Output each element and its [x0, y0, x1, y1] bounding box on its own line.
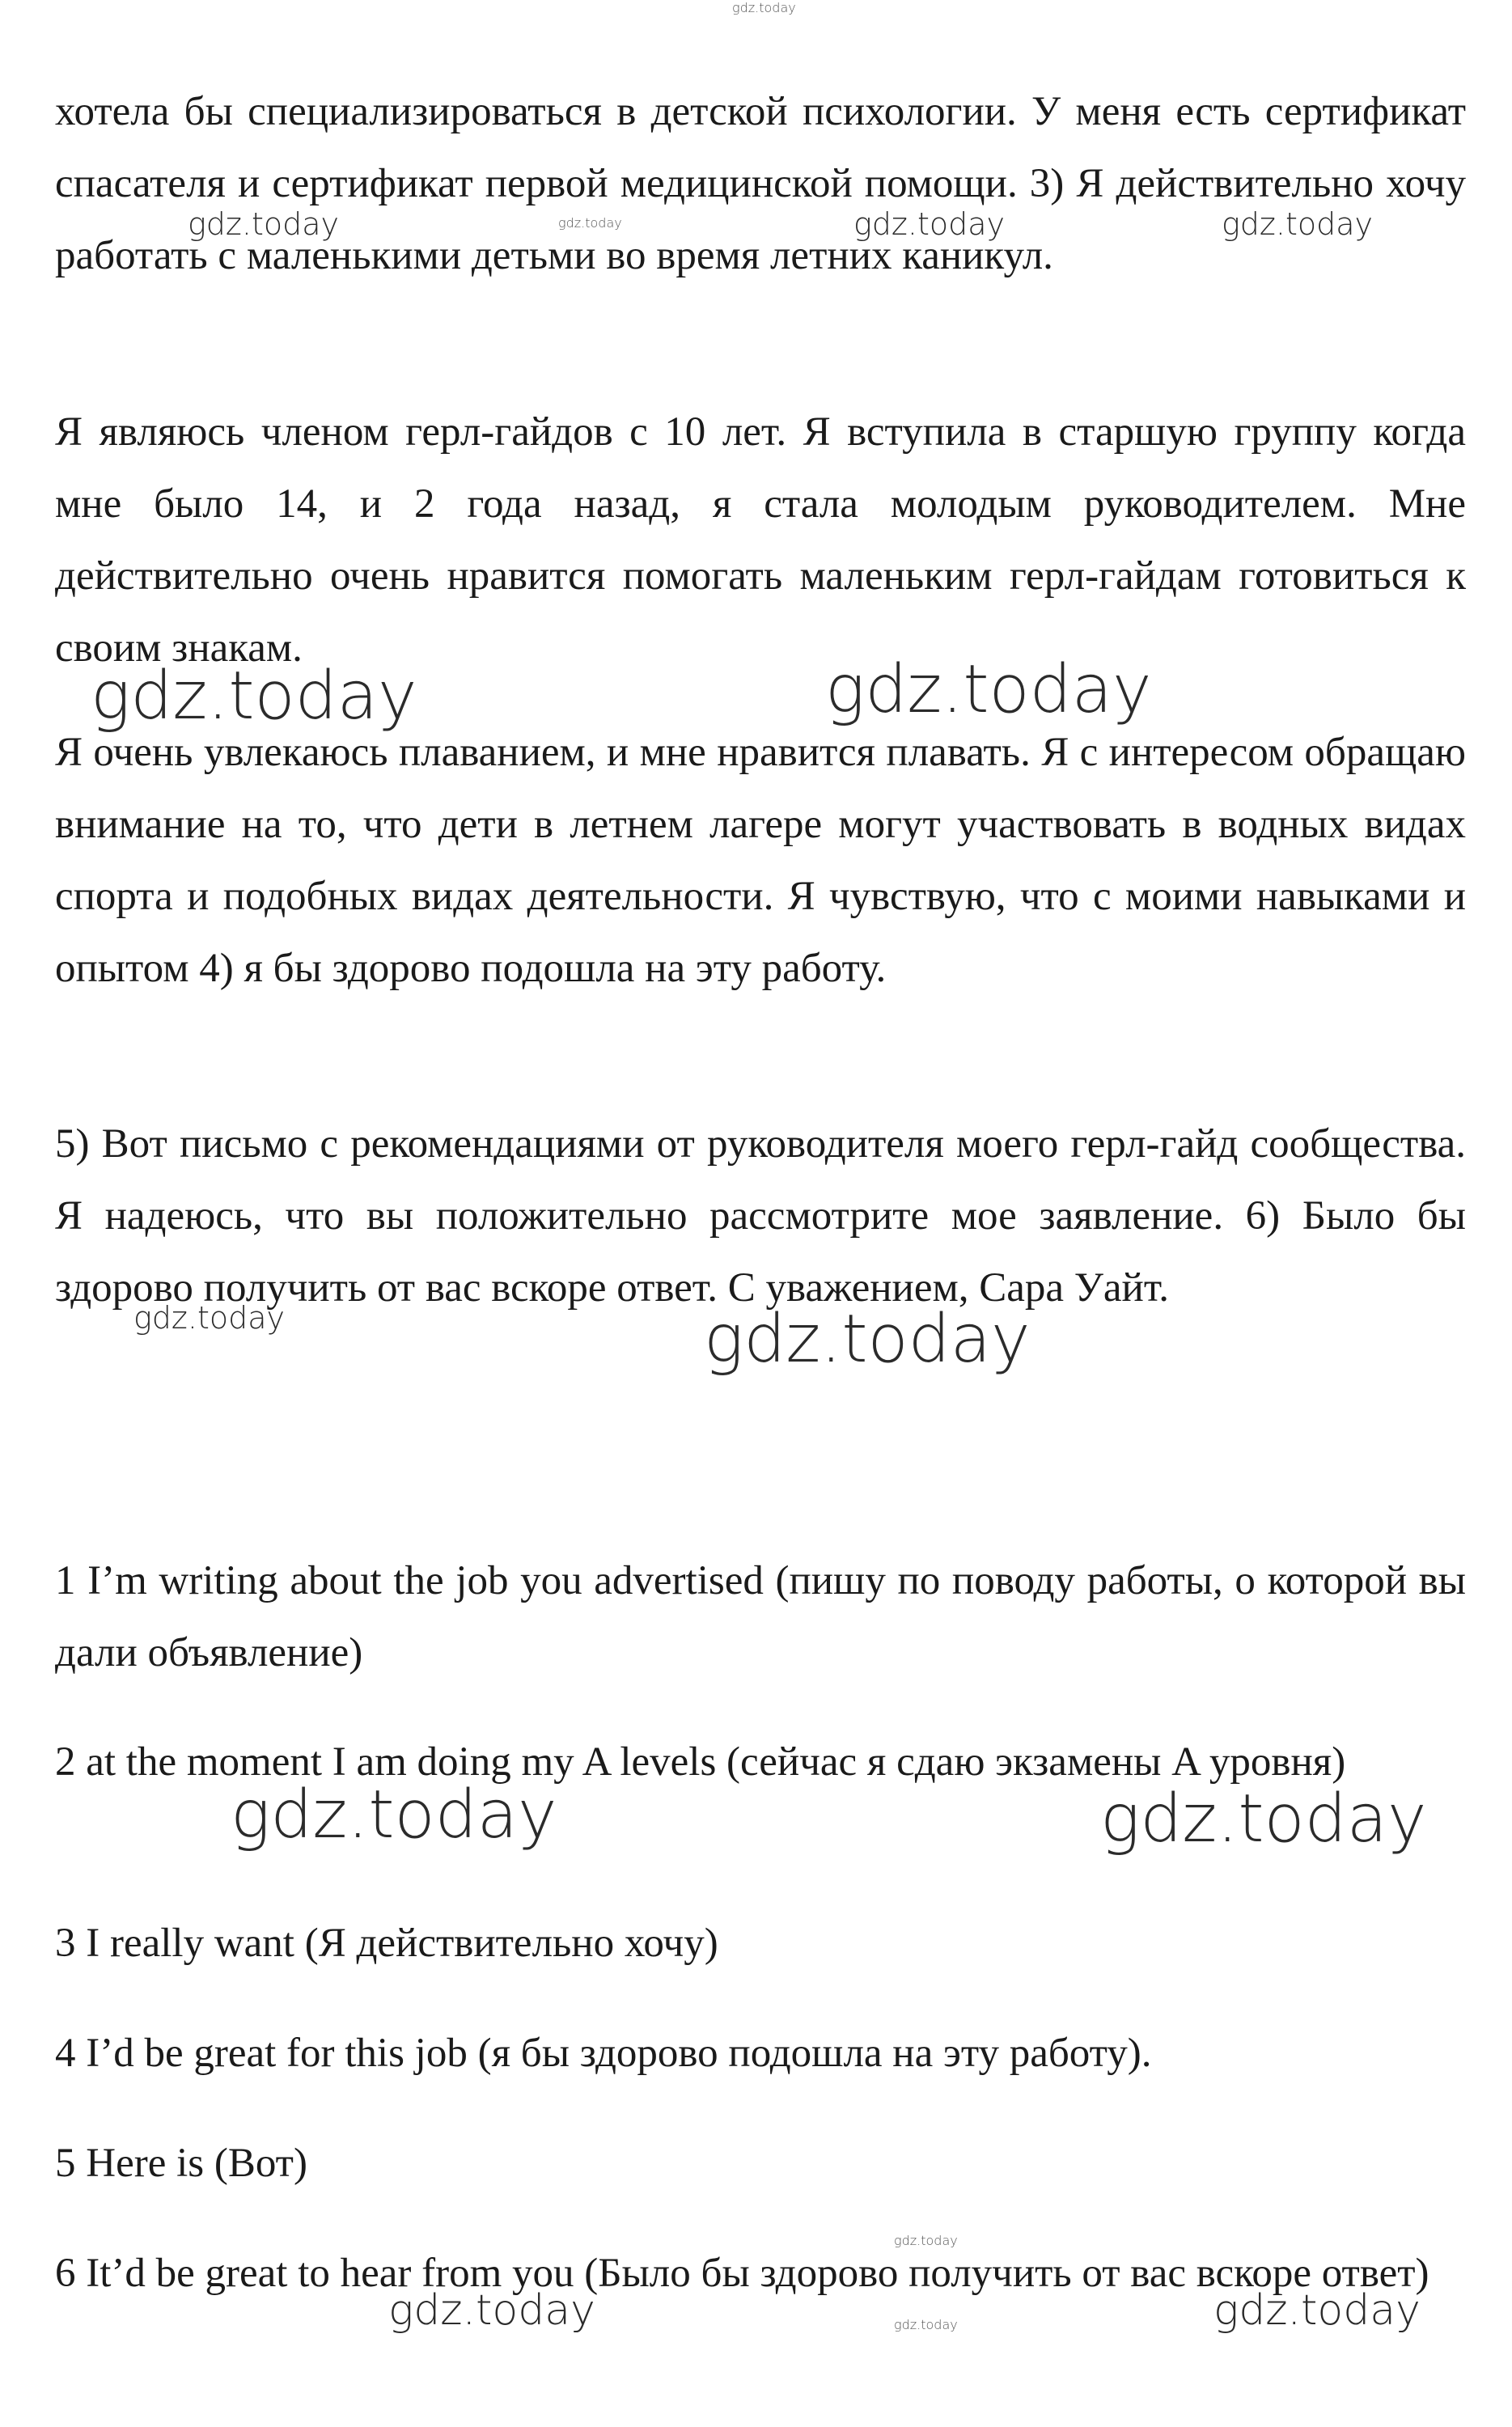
watermark: gdz.today [894, 2317, 958, 2332]
watermark: gdz.today [133, 1300, 285, 1336]
watermark-top: gdz.today [732, 0, 796, 15]
phrase-item-4: 4 I’d be great for this job (я бы здорово подошла на эту работу). [55, 2031, 1152, 2076]
phrase-item-2: 2 at the moment I am doing my A levels (сейчас я сдаю экзамены A уровня) [55, 1739, 1346, 1785]
watermark: gdz.today [894, 2233, 958, 2248]
watermark: gdz.today [825, 651, 1152, 728]
letter-paragraph-2: Я являюсь членом герл-гайдов с 10 лет. Я вступила в старшую группу когда мне было 14, и 2 года назад, я стала молодым руководителем. Мне действительно очень нравится помогать маленьким герл-гайдам готовиться к своим знакам. [55, 409, 1466, 671]
watermark: gdz.today [704, 1301, 1031, 1378]
watermark: gdz.today [231, 1777, 557, 1853]
watermark: gdz.today [853, 206, 1005, 242]
phrase-item-5: 5 Here is (Вот) [55, 2141, 307, 2186]
watermark: gdz.today [1213, 2286, 1421, 2335]
letter-paragraph-1: хотела бы специализироваться в детской психологии. У меня есть сертификат спасателя и сертификат первой медицинской помощи. 3) Я действительно хочу работать с маленькими детьми во время летних каникул. [55, 89, 1466, 278]
watermark: gdz.today [188, 206, 339, 242]
watermark: gdz.today [388, 2286, 595, 2335]
watermark: gdz.today [91, 658, 417, 735]
watermark: gdz.today [1222, 206, 1373, 242]
phrase-item-1: 1 I’m writing about the job you advertised (пишу по поводу работы, о которой вы дали объявление) [55, 1558, 1466, 1675]
letter-paragraph-3: Я очень увлекаюсь плаванием, и мне нравится плавать. Я с интересом обращаю внимание на то, что дети в летнем лагере могут участвовать в водных видах спорта и подобных видах деятельности. Я чувствую, что с моими навыками и опытом 4) я бы здорово подошла на эту работу. [55, 730, 1466, 991]
watermark: gdz.today [1100, 1781, 1427, 1857]
letter-paragraph-4: 5) Вот письмо с рекомендациями от руководителя моего герл-гайд сообщества. Я надеюсь, что вы положительно рассмотрите мое заявление. 6) Было бы здорово получить от вас вскоре ответ. С уважением, Сара Уайт. [55, 1121, 1466, 1311]
phrase-item-3: 3 I really want (Я действительно хочу) [55, 1921, 718, 1966]
watermark: gdz.today [558, 215, 622, 231]
phrase-item-6: 6 It’d be great to hear from you (Было бы здорово получить от вас вскоре ответ) [55, 2251, 1429, 2296]
